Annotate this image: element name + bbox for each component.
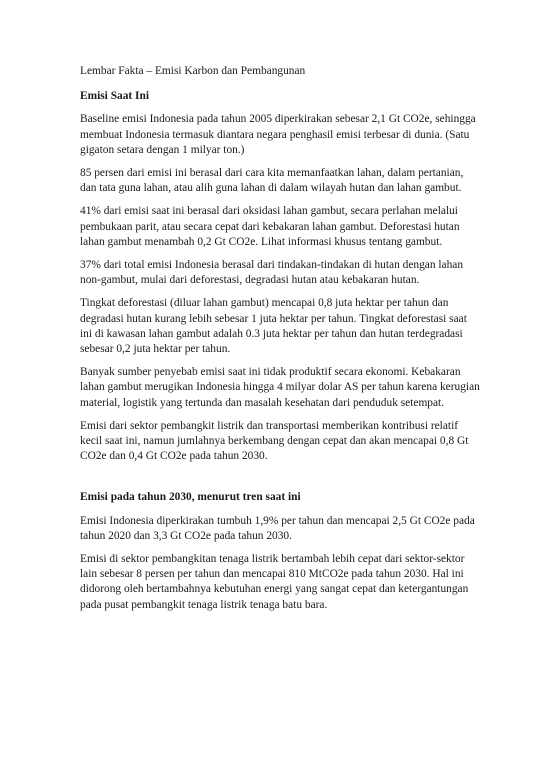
paragraph: Baseline emisi Indonesia pada tahun 2005 diperkirakan sebesar 2,1 Gt CO2e, sehingga membuat Indonesia termasuk diantara negara penghasil emisi terbesar di dunia. (Satu gigaton setara dengan 1 milyar ton.)	[80, 113, 476, 156]
section-heading: Emisi Saat Ini	[80, 90, 149, 103]
section-current-emissions	[80, 89, 480, 464]
paragraph: Banyak sumber penyebab emisi saat ini tidak produktif secara ekonomi. Kebakaran lahan gambut merugikan Indonesia hingga 4 milyar dolar AS per tahun karena kerugian material, logistik yang tertunda dan masalah kesehatan dari penduduk setempat.	[80, 366, 480, 409]
section-heading: Emisi pada tahun 2030, menurut tren saat ini	[80, 491, 301, 504]
section-emissions-2030	[80, 490, 480, 612]
document-title: Lembar Fakta – Emisi Karbon dan Pembangunan	[80, 65, 306, 77]
paragraph: 85 persen dari emisi ini berasal dari cara kita memanfaatkan lahan, dalam pertanian, dan tata guna lahan, atau alih guna lahan di dalam wilayah hutan dan lahan gambut.	[80, 167, 464, 195]
document-page	[80, 64, 480, 621]
paragraph: 41% dari emisi saat ini berasal dari oksidasi lahan gambut, secara perlahan melalui pembukaan parit, atau secara cepat dari kebakaran lahan gambut. Deforestasi hutan lahan gambut menambah 0,2 Gt CO2e. Lihat informasi khusus tentang gambut.	[80, 205, 460, 248]
paragraph: Emisi di sektor pembangkitan tenaga listrik bertambah lebih cepat dari sektor-sektor lain sebesar 8 persen per tahun dan mencapai 810 MtCO2e pada tahun 2030. Hal ini didorong oleh bertambahnya kebutuhan energi yang sangat cepat dan ketergantungan pada pusat pembangkit tenaga listrik tenaga batu bara.	[80, 553, 469, 611]
paragraph: Emisi dari sektor pembangkit listrik dan transportasi memberikan kontribusi relatif kecil saat ini, namun jumlahnya berkembang dengan cepat dan akan mencapai 0,8 Gt CO2e dan 0,4 Gt CO2e pada tahun 2030.	[80, 419, 469, 463]
paragraph: Emisi Indonesia diperkirakan tumbuh 1,9% per tahun dan mencapai 2,5 Gt CO2e pada tahun 2020 dan 3,3 Gt CO2e pada tahun 2030.	[80, 514, 475, 542]
paragraph: 37% dari total emisi Indonesia berasal dari tindakan-tindakan di hutan dengan lahan non-gambut, mulai dari deforestasi, degradasi hutan atau kebakaran hutan.	[80, 259, 464, 287]
paragraph: Tingkat deforestasi (diluar lahan gambut) mencapai 0,8 juta hektar per tahun dan degradasi hutan kurang lebih sebesar 1 juta hektar per tahun. Tingkat deforestasi saat ini di kawasan lahan gambut adalah 0.3 juta hektar per tahun dan hutan terdegradasi sebesar 0,2 juta hektar per tahun.	[80, 297, 467, 356]
